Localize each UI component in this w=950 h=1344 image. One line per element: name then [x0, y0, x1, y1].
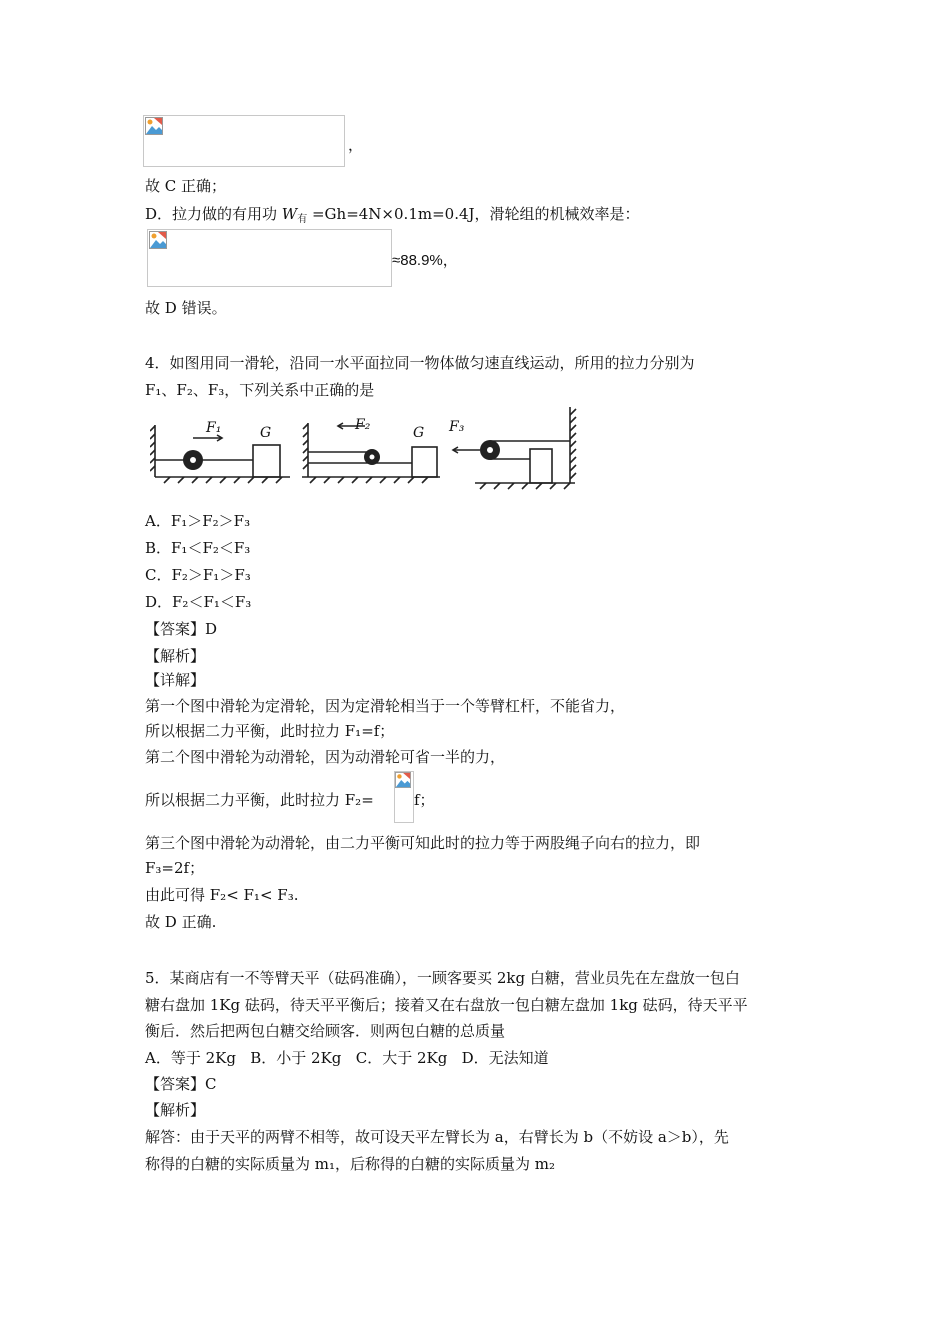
- q5-stem-line2: 糖右盘加 1Kg 砝码，待天平平衡后；接着又在右盘放一包白糖左盘加 1kg 砝码，待天平平: [145, 996, 748, 1014]
- q4-option-d: D．F₂＜F₁＜F₃: [145, 593, 252, 611]
- c-conclusion: 故 C 正确；: [145, 177, 227, 195]
- pulley-figure: [150, 405, 595, 495]
- q4-sol-6: F₃=2f；: [145, 859, 205, 877]
- comma: ，: [348, 136, 364, 154]
- q4-sol-5: 第三个图中滑轮为动滑轮，由二力平衡可知此时的拉力等于两股绳子向右的拉力，即: [145, 834, 701, 852]
- q5-answer: 【答案】C: [145, 1075, 217, 1093]
- q4-sol-7: 由此可得 F₂< F₁< F₃.: [145, 886, 299, 904]
- d-conclusion: 故 D 错误。: [145, 299, 227, 317]
- broken-image-icon: [149, 231, 167, 249]
- q4-sol-4-suffix: f；: [414, 791, 435, 809]
- fig-label-g1: G: [260, 425, 272, 441]
- q4-sol-2: 所以根据二力平衡，此时拉力 F₁=f；: [145, 722, 395, 740]
- q4-option-c: C．F₂＞F₁＞F₃: [145, 566, 251, 584]
- q5-option-a: A．等于 2Kg: [145, 1049, 236, 1067]
- fig-label-g2: G: [413, 425, 425, 441]
- q5-option-c: C．大于 2Kg: [355, 1049, 448, 1067]
- q4-stem-line2: F₁、F₂、F₃，下列关系中正确的是: [145, 381, 375, 399]
- q4-option-b: B．F₁＜F₂＜F₃: [145, 539, 251, 557]
- q4-sol-4-prefix: 所以根据二力平衡，此时拉力 F₂=: [145, 791, 374, 809]
- broken-image-half-fraction: [394, 771, 414, 823]
- q4-sol-1: 第一个图中滑轮为定滑轮，因为定滑轮相当于一个等臂杠杆，不能省力，: [145, 697, 626, 715]
- broken-image-formula-2: [147, 229, 392, 287]
- broken-image-formula-1: [143, 115, 345, 167]
- broken-image-icon: [395, 772, 411, 788]
- q4-sol-3: 第二个图中滑轮为动滑轮，因为动滑轮可省一半的力，: [145, 748, 506, 766]
- q4-option-a: A．F₁＞F₂＞F₃: [145, 512, 251, 530]
- q4-analysis-tag: 【解析】: [145, 647, 206, 665]
- q5-analysis-tag: 【解析】: [145, 1101, 206, 1119]
- d-result: ≈88.9%，: [392, 252, 458, 269]
- q4-detail-tag: 【详解】: [145, 671, 206, 689]
- fig-label-f2: F₂: [355, 417, 371, 433]
- q5-option-b: B．小于 2Kg: [250, 1049, 342, 1067]
- d-statement: D．拉力做的有用功 $W_有 =Gh=4N\times 0.1m=0.4J$，滑轮组的机械效率是：: [145, 205, 640, 225]
- q5-option-d: D．无法知道: [461, 1049, 549, 1067]
- q5-options: [145, 1048, 549, 1068]
- broken-image-icon: [145, 117, 163, 135]
- q5-sol-1: 解答：由于天平的两臂不相等，故可设天平左臂长为 a，右臂长为 b（不妨设 a＞b），先: [145, 1128, 729, 1146]
- q4-stem-line1: 4．如图用同一滑轮，沿同一水平面拉同一物体做匀速直线运动，所用的拉力分别为: [145, 354, 695, 372]
- q4-sol-8: 故 D 正确.: [145, 913, 217, 931]
- q5-stem-line1: 5．某商店有一不等臂天平（砝码准确），一顾客要买 2kg 白糖，营业员先在左盘放一包白: [145, 969, 740, 987]
- q5-stem-line3: 衡后．然后把两包白糖交给顾客．则两包白糖的总质量: [145, 1022, 506, 1040]
- fig-label-f3: F₃: [449, 419, 465, 435]
- q5-sol-2: 称得的白糖的实际质量为 m₁，后称得的白糖的实际质量为 m₂: [145, 1155, 556, 1173]
- q4-answer: 【答案】D: [145, 620, 218, 638]
- fig-label-f1: F₁: [206, 420, 222, 436]
